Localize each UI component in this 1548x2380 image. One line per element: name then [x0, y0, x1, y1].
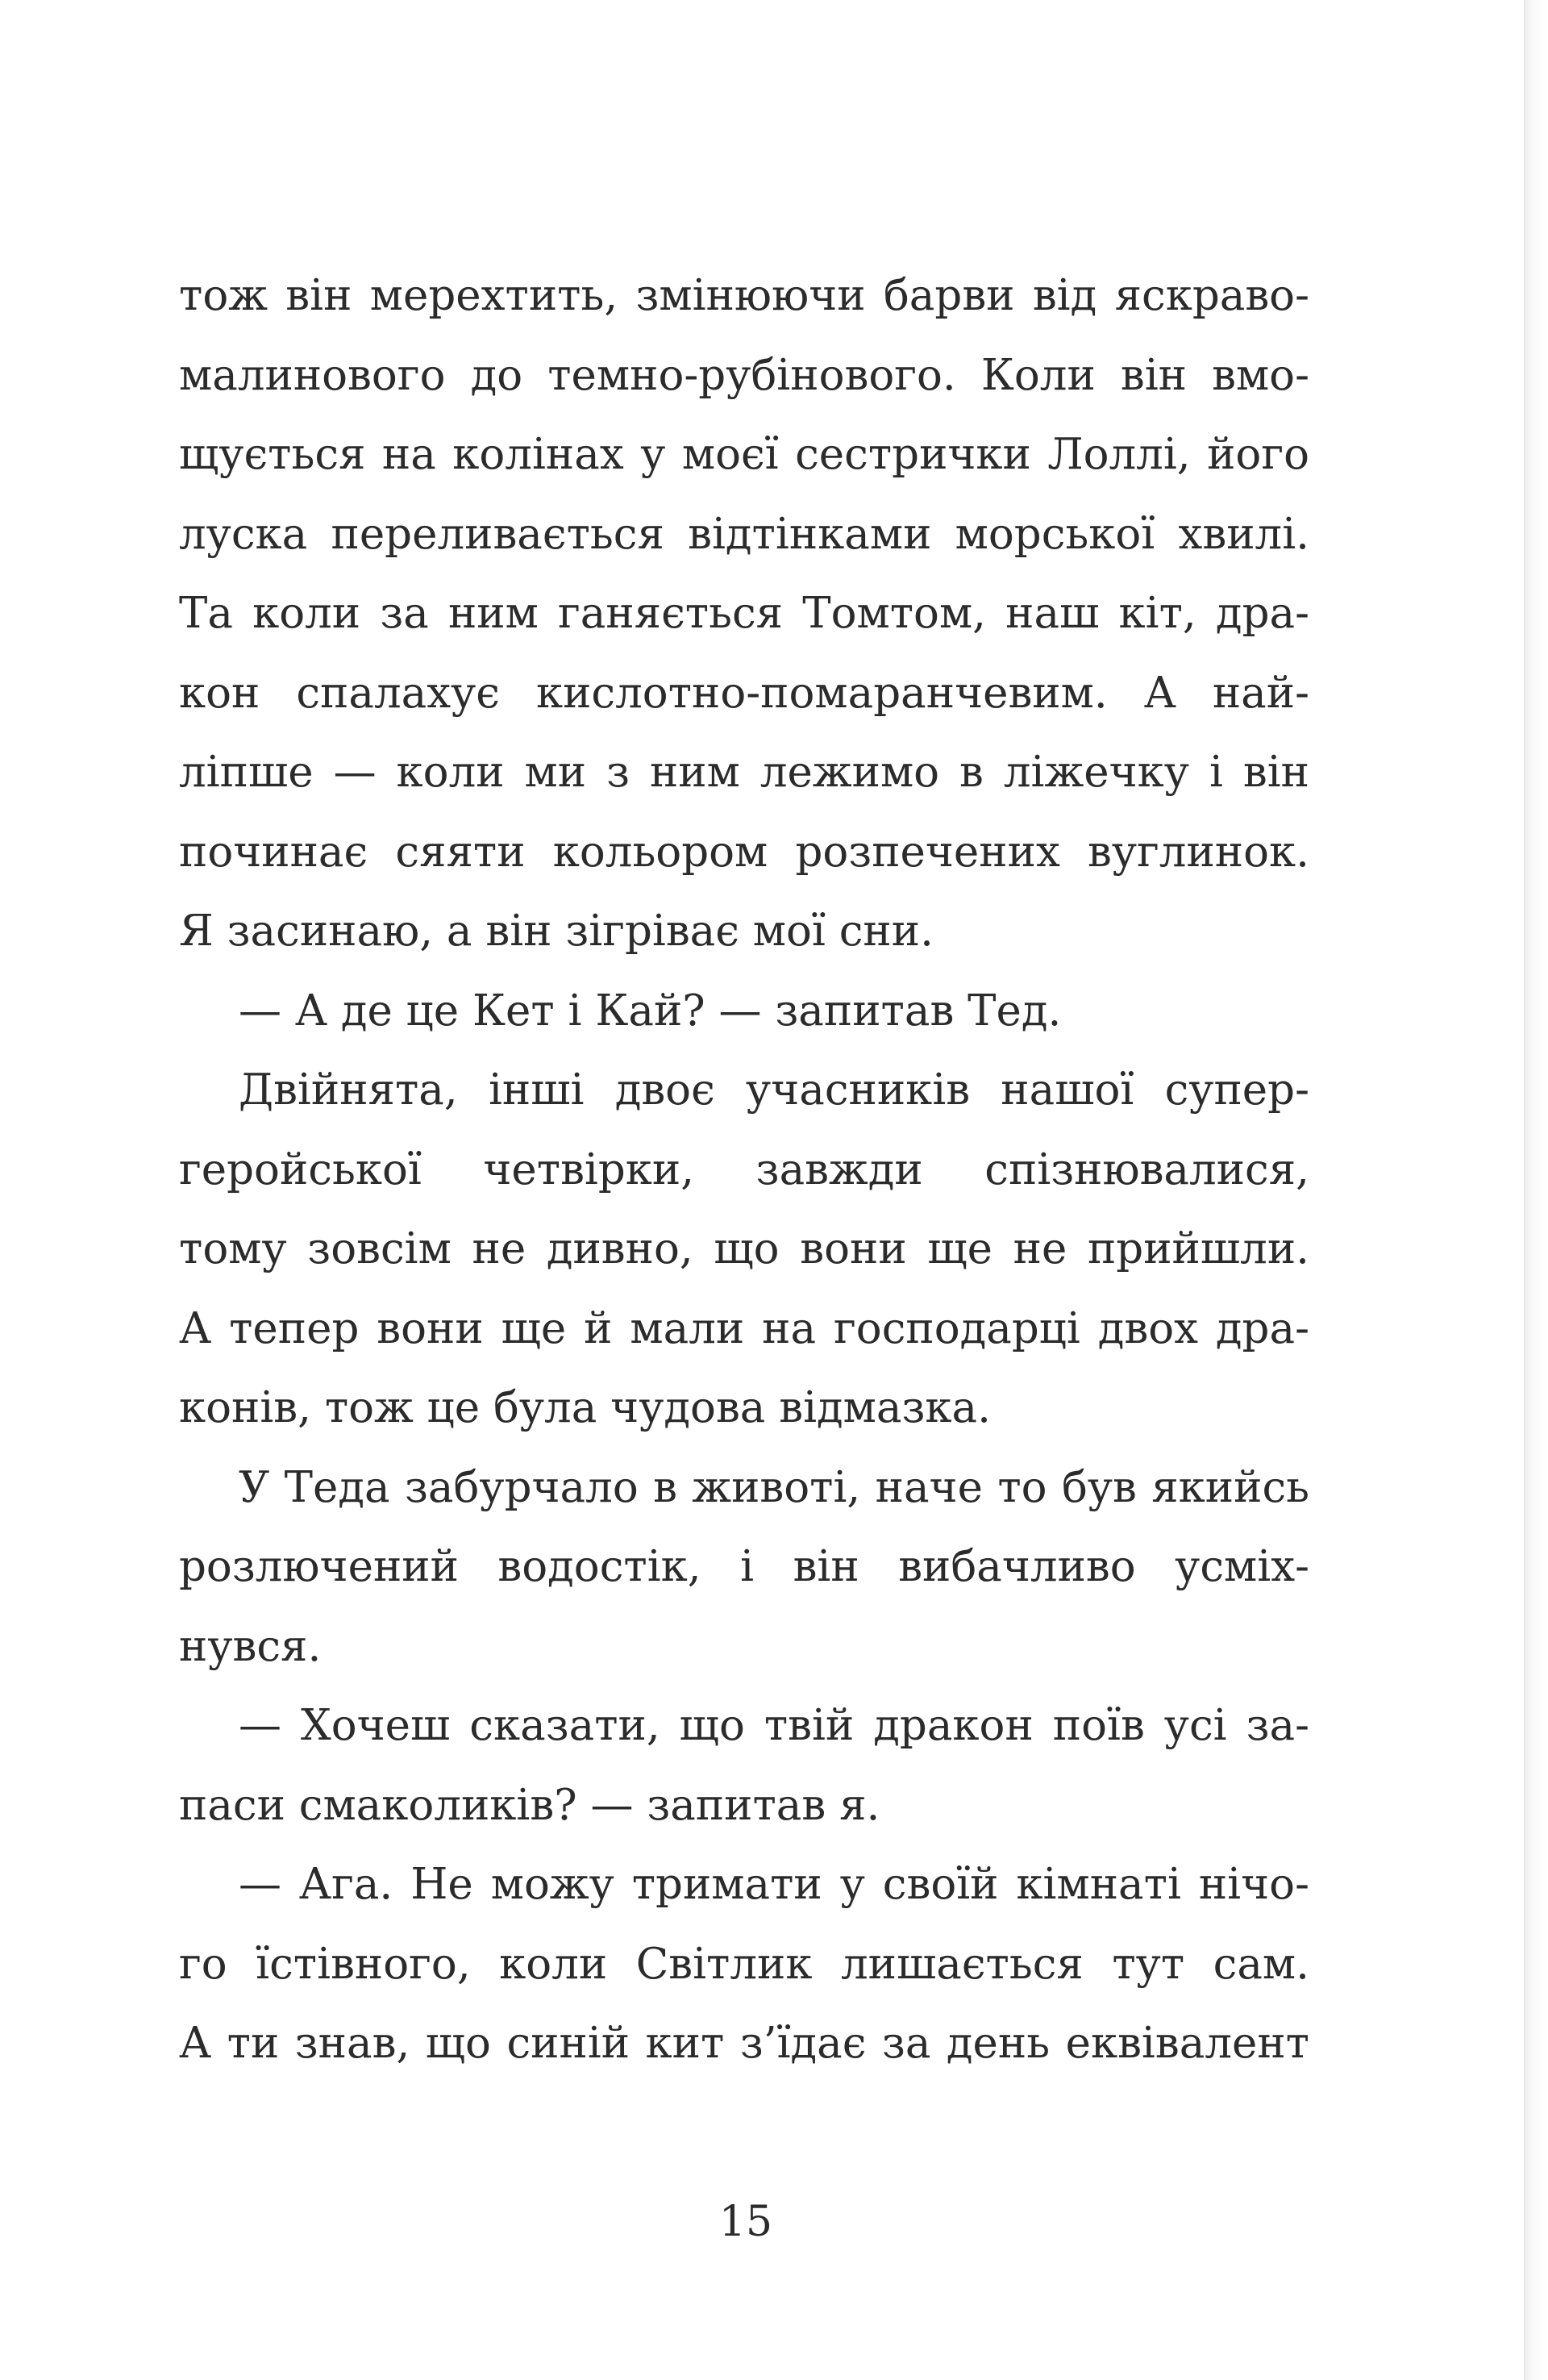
text-line: розлючений водостік, і він вибачливо усміх- [179, 1542, 1309, 1591]
text-line: У Теда забурчало в животі, наче то був якийсь [239, 1462, 1309, 1512]
body-text [179, 256, 1309, 2084]
text-line: Та коли за ним ганяється Томтом, наш кіт, дра- [179, 589, 1309, 638]
text-line: тому зовсім не дивно, що вони ще не прийшли. [179, 1224, 1309, 1273]
text-line: Двійнята, інші двоє учасників нашої супер- [239, 1065, 1309, 1115]
text-line: геройської четвірки, завжди спізнювалися, [179, 1144, 1309, 1194]
text-line: малинового до темно-рубінового. Коли він вмо- [179, 350, 1309, 400]
text-line: тож він мерехтить, змінюючи барви від яскраво- [179, 271, 1309, 320]
text-line: кон спалахує кислотно-помаранчевим. А най- [179, 668, 1309, 718]
text-line: нувся. [179, 1621, 322, 1671]
text-line: — Ага. Не можу тримати у своїй кімнаті нічо- [239, 1860, 1309, 1909]
text-line: луска переливається відтінками морської хвилі. [179, 509, 1309, 559]
text-line: конів, тож це була чудова відмазка. [179, 1383, 991, 1432]
text-line: щується на колінах у моєї сестрички Лоллі, його [179, 430, 1309, 479]
text-line: ліпше — коли ми з ним лежимо в ліжечку і він [179, 748, 1309, 797]
text-line: — А де це Кет і Кай? — запитав Тед. [239, 986, 1062, 1036]
text-line: паси смаколиків? — запитав я. [179, 1780, 880, 1830]
text-line: — Хочеш сказати, що твій дракон поїв усі за- [239, 1701, 1309, 1750]
text-line: го їстівного, коли Світлик лишається тут сам. [179, 1939, 1309, 1989]
text-line: А ти знав, що синій кит з’їдає за день еквівалент [179, 2019, 1309, 2068]
page-edge-shadow [1524, 0, 1548, 2380]
text-line: починає сяяти кольором розпечених вуглинок. [179, 827, 1309, 877]
page-number: 15 [718, 2198, 773, 2246]
text-line: А тепер вони ще й мали на господарці двох дра- [179, 1303, 1309, 1353]
text-line: Я засинаю, а він зігріває мої сни. [179, 907, 934, 956]
